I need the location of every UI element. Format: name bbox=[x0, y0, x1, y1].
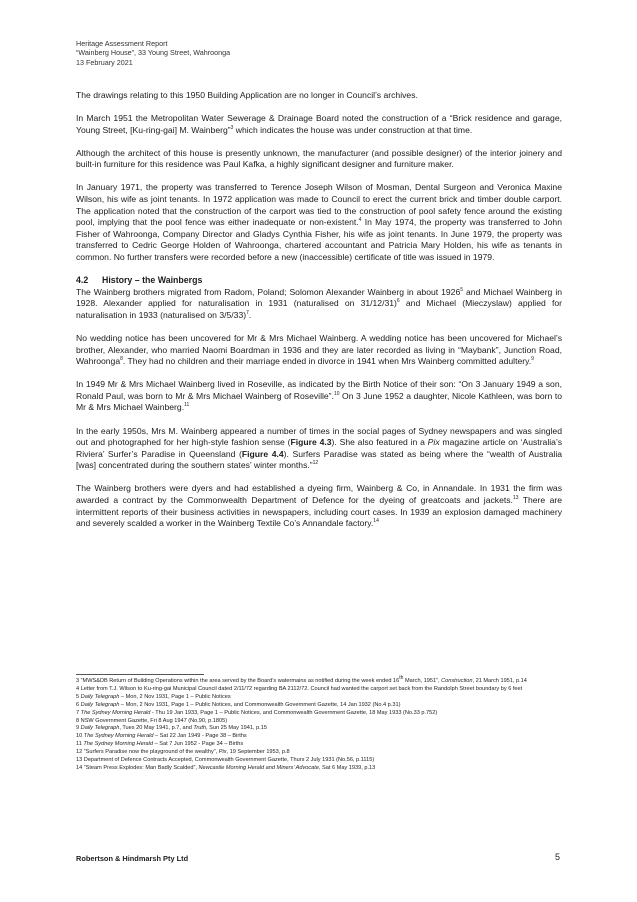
paragraph: The Wainberg brothers were dyers and had established a dyeing firm, Wainberg & Co, in Annandale. In 1931 the firm was awarded a contract by the Commonwealth Department of Defence for the dyeing of greatcoats and jackets.$^{13}$ There are intermittent reports of their business activities in newspapers, including court cases. In 1939 an explosion damaged machinery and severely scalded a worker in the Wainberg Textile Co’s Annandale factory.$^{14}$ bbox=[76, 483, 562, 529]
footnote-ref: 14 bbox=[373, 518, 379, 525]
footnote-ref: 7 bbox=[246, 310, 249, 317]
page-number: 5 bbox=[555, 852, 561, 862]
footnote-ref: 6 bbox=[396, 298, 400, 305]
footnote-ref: 13 bbox=[512, 495, 519, 502]
paragraph: In 1949 Mr & Mrs Michael Wainberg lived in Roseville, as indicated by the Birth Notice of their son: “On 3 January 1949 a son, Ronald Paul, was born to Mr & Mrs Michael Wainberg of Roseville”.$^{10}$ On 3 June 1952 a daughter, Nicole Kathleen, was born to Mr & Mrs Michael Wainberg.$^{11}$ bbox=[76, 379, 562, 413]
footnote: 8 NSW Government Gazette, Fri 8 Aug 1947 (No.90, p.1805) bbox=[76, 717, 228, 724]
header-date: 13 February 2021 bbox=[76, 57, 133, 67]
footnote-ref: 5 bbox=[460, 286, 464, 293]
footnote: 13 Department of Defence Contracts Accepted, Commonwealth Government Gazette, Thurs 2 July 1931 (No.56, p.1115) bbox=[76, 757, 375, 764]
footnote: 7 The Sydney Morning Herald - Thu 19 Jan 1933, Page 1 – Public Notices, and Commonwealth Government Gazette, 18 May 1933 (No.33 p.752) bbox=[76, 709, 438, 716]
footnote-ref: 11 bbox=[184, 402, 190, 409]
footnote: 14 “Steam Press Explodes: Man Badly Scalded”, Newcastle Morning Herald and Miners’ Advocate, Sat 6 May 1939, p.13 bbox=[76, 764, 376, 771]
footnote-ref: 12 bbox=[312, 460, 319, 467]
footnote-ref: 10 bbox=[333, 391, 340, 398]
paragraph: In the early 1950s, Mrs M. Wainberg appeared a number of times in the social pages of Sydney newspapers and was singled out and photographed for her high-style fashion sense (Figure 4.3). She also featured in a Pix magazine article on ‘Australia’s Riviera’ Surfer’s Paradise in Queensland (Figure 4.4). Surfers Paradise was stated as being where the “wealth of Australia [was] concentrated during the southern states’ winter months.”$^{12}$ bbox=[76, 425, 563, 471]
footnote: 11 The Sydney Morning Herald – Sat 7 Jun 1952 - Page 34 – Births bbox=[76, 741, 244, 748]
footnote: 4 Letter from T.J. Wilson to Ku-ring-gai Municipal Council dated 2/11/72 regarding BA 2112/72. Council had wanted the carport set back from the Randolph Street boundary by 6 feet bbox=[76, 685, 523, 692]
footnote: 5 Daily Telegraph – Mon, 2 Nov 1931, Page 1 – Public Notices bbox=[76, 693, 231, 700]
section-number: 4.2 bbox=[76, 275, 89, 286]
section-heading bbox=[76, 275, 562, 287]
figure-reference[interactable]: Figure 4.4 bbox=[241, 448, 284, 459]
paragraph: The drawings relating to this 1950 Building Application are no longer in Council’s archives. bbox=[76, 90, 418, 100]
footnote-ref: 9 bbox=[531, 356, 534, 363]
section-title: History – the Wainbergs bbox=[102, 275, 203, 286]
footnote: 9 Daily Telegraph, Tues 20 May 1941, p.7, and Truth, Sun 25 May 1941, p.15 bbox=[76, 725, 267, 732]
footnote: 10 The Sydney Morning Herald – Sat 22 Jan 1949 - Page 38 – Births bbox=[76, 733, 247, 740]
footnote-ref: 3 bbox=[230, 124, 234, 131]
footnote: 6 Daily Telegraph – Mon, 2 Nov 1931, Page 1 – Public Notices, and Commonwealth Government Gazette, 14 Jan 1932 (No.4 p.31) bbox=[76, 701, 401, 708]
footnotes bbox=[76, 675, 566, 773]
paragraph: In March 1951 the Metropolitan Water Sewerage & Drainage Board noted the construction of a “Brick residence and garage, Young Street, [Ku-ring-gai] M. Wainberg”$^3$ which indicates the house was under construction at that time. bbox=[76, 113, 562, 135]
paragraph: No wedding notice has been uncovered for Mr & Mrs Michael Wainberg. A wedding notice has been uncovered for Michael’s brother, Alexander, who married Naomi Boardman in 1936 and they are later recorded as living in “Maybank”, Junction Road, Wahroonga$^8$. They had no children and their marriage ended in divorce in 1941 when Mrs Wainberg committed adultery.$^9$ bbox=[76, 333, 562, 367]
footnote: 3 “MWS&DB Return of Building Operations within the area served by the Board’s watermains as notified during the week ended 16th March, 1951”, Construction, 21 March 1951, p.14 bbox=[76, 675, 527, 684]
header-report-title: Heritage Assessment Report bbox=[76, 39, 168, 48]
footnote-ref: 4 bbox=[358, 217, 362, 224]
paragraph: The Wainberg brothers migrated from Radom, Poland; Solomon Alexander Wainberg in about 1926$^5$ and Michael Wainberg in 1928. Alexander applied for naturalisation in 1931 (naturalised on 31/12/31)$^6$ and Michael (Mieczyslaw) applied for naturalisation in 1933 (naturalised on 3/5/33)$^7$. bbox=[76, 286, 563, 320]
footnote-ref: 8 bbox=[120, 356, 123, 363]
footnote-divider bbox=[76, 674, 204, 675]
footnote: 12 “Surfers Paradise now the playground of the wealthy”, Pix, 19 September 1953, p.8 bbox=[76, 749, 290, 756]
figure-reference[interactable]: Figure 4.3 bbox=[290, 437, 332, 448]
paragraph: In January 1971, the property was transferred to Terence Joseph Wilson of Mosman, Dental Surgeon and Veronica Maxine Wilson, his wife as joint tenants. In 1972 application was made to Council to erect the current brick and timber double carport. The application noted that the construction of the carport was tied to the construction of pool safety fence around the existing pool, implying that the pool fence was either inadequate or non-existent.$^4$ In May 1974, the property was transferred to John Fisher of Wahroonga, Company Director and Gladys Cynthia Fisher, his wife as joint tenants. In June 1979, the property was transferred to Cedric George Holden of Wahroonga, chartered accountant and Patricia Mary Holden, his wife as tenants in common. No further transfers were recorded before a new (inaccessible) certificate of title was issued in 1979. bbox=[76, 182, 562, 263]
footer-company: Robertson & Hindmarsh Pty Ltd bbox=[76, 854, 189, 863]
body-text bbox=[76, 90, 562, 541]
header-property: “Wainberg House”, 33 Young Street, Wahroonga bbox=[76, 48, 231, 58]
paragraph: Although the architect of this house is presently unknown, the manufacturer (and possible designer) of the interior joinery and built-in furniture for this residence was Paul Kafka, a highly significant designer and furniture maker. bbox=[76, 147, 562, 170]
running-header bbox=[76, 39, 230, 67]
